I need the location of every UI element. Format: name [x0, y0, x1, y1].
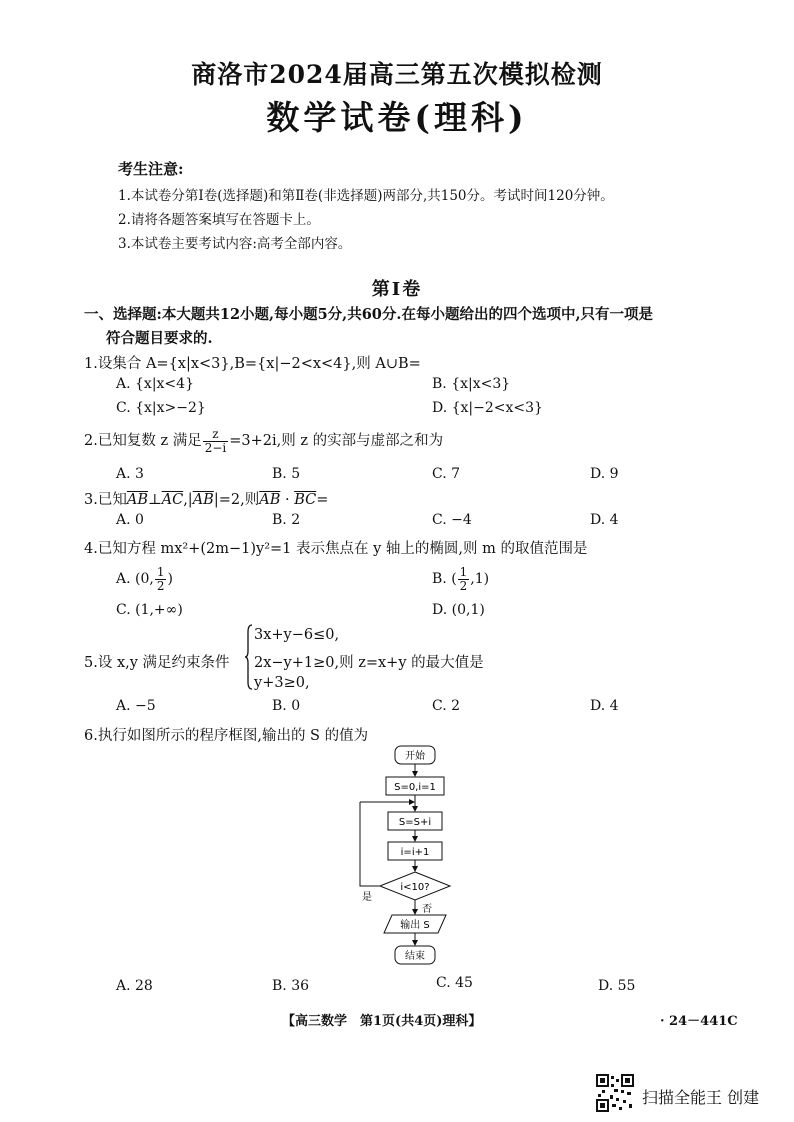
q3-dot: · [280, 492, 295, 508]
q1-option-b: B. {x|x<3} [432, 376, 511, 392]
q4-b-num: 1 [459, 565, 468, 579]
q2-frac-num: z [203, 428, 229, 442]
q1-option-c: C. {x|x>−2} [116, 400, 206, 416]
flow-step1-label: S=S+i [398, 817, 432, 828]
q2-stem-pre: 2.已知复数 z 满足 [84, 433, 202, 450]
q3-vector-bc: $\overline{BC}$ [294, 492, 317, 508]
q2-stem [84, 428, 443, 454]
q3-perp: ⊥ [147, 492, 162, 508]
q5-constraint-3: y+3≥0, [254, 675, 310, 691]
q4-b-den: 2 [459, 578, 468, 593]
q4-a-den: 2 [156, 578, 165, 593]
q3-option-a: A. 0 [116, 512, 144, 528]
paper-code: · 24－441C [660, 1014, 738, 1029]
flow-end-label: 结束 [405, 951, 425, 962]
q4-a-pre: A. (0, [116, 571, 154, 588]
q3-vector-ab-2: $\overline{AB}$ [192, 492, 214, 508]
q2-frac-den: 2−i [204, 440, 227, 455]
q5-option-a: A. −5 [116, 698, 156, 714]
flow-decision-label: i<10? [400, 882, 430, 893]
q4-b-post: ,1) [470, 571, 490, 588]
q3-mid2: |=2,则 [213, 492, 260, 508]
q5-option-d: D. 4 [590, 698, 619, 714]
exam-title-line2: 数学试卷(理科) [266, 98, 528, 137]
section-instruction-2: 符合题目要求的. [106, 330, 213, 347]
q3-pre: 3.已知 [84, 492, 127, 508]
q4-b-fraction [458, 566, 470, 592]
q4-option-a [116, 566, 173, 592]
q5-option-b: B. 0 [272, 698, 301, 714]
q6-option-d: D. 55 [598, 978, 636, 994]
q6-option-c: C. 45 [436, 975, 473, 991]
q3-post: = [316, 492, 329, 508]
q3-stem [84, 488, 328, 509]
flow-step2-label: i=i+1 [400, 847, 430, 858]
q3-vector-ab: $\overline{AB}$ [126, 492, 148, 508]
q4-stem: 4.已知方程 mx²+(2m−1)y²=1 表示焦点在 y 轴上的椭圆,则 m 的取值范围是 [84, 541, 588, 557]
section-title: 第Ⅰ卷 [371, 279, 423, 300]
q5-constraint-2: 2x−y+1≥0,则 z=x+y 的最大值是 [254, 655, 484, 671]
q5-constraint-1: 3x+y−6≤0, [254, 627, 340, 643]
q5-stem-pre: 5.设 x,y 满足约束条件 [84, 655, 230, 671]
section-instruction-1: 一、选择题:本大题共12小题,每小题5分,共60分.在每小题给出的四个选项中,只有一项是 [84, 306, 653, 323]
q1-option-d: D. {x|−2<x<3} [432, 400, 543, 416]
q2-option-b: B. 5 [272, 466, 301, 482]
q1-option-a: A. {x|x<4} [116, 376, 194, 392]
q4-a-post: ) [167, 571, 173, 588]
q2-option-c: C. 7 [432, 466, 461, 482]
q4-a-num: 1 [156, 565, 165, 579]
q5-option-c: C. 2 [432, 698, 461, 714]
exam-title-line1: 商洛市2024届高三第五次模拟检测 [191, 60, 603, 89]
q3-vector-ab-3: $\overline{AB}$ [259, 492, 281, 508]
q4-b-pre: B. ( [432, 571, 457, 588]
q2-stem-post: =3+2i,则 z 的实部与虚部之和为 [229, 433, 444, 450]
q6-option-b: B. 36 [272, 978, 310, 994]
flow-init-label: S=0,i=1 [394, 782, 436, 793]
q3-vector-ac: $\overline{AC}$ [161, 492, 184, 508]
notice-item-3: 3.本试卷主要考试内容:高考全部内容。 [118, 236, 352, 252]
flow-yes-label: 是 [362, 892, 372, 903]
scanner-watermark-text: 扫描全能王 创建 [642, 1088, 760, 1107]
q2-fraction [203, 428, 229, 454]
q1-stem: 1.设集合 A={x|x<3},B={x|−2<x<4},则 A∪B= [84, 356, 421, 372]
flow-no-label: 否 [422, 904, 432, 915]
q2-option-a: A. 3 [116, 466, 144, 482]
q4-option-b [432, 566, 489, 592]
q6-stem: 6.执行如图所示的程序框图,输出的 S 的值为 [84, 728, 369, 744]
q3-option-d: D. 4 [590, 512, 619, 528]
q3-option-b: B. 2 [272, 512, 301, 528]
q6-flowchart [340, 742, 480, 972]
q5-left-brace [245, 624, 253, 690]
flow-output-label: 输出 S [400, 920, 430, 931]
q3-option-c: C. −4 [432, 512, 472, 528]
notice-item-2: 2.请将各题答案填写在答题卡上。 [118, 212, 320, 228]
q3-mid1: ,| [183, 492, 193, 508]
q6-option-a: A. 28 [116, 978, 153, 994]
q2-option-d: D. 9 [590, 466, 619, 482]
q4-option-d: D. (0,1) [432, 602, 485, 618]
notice-heading: 考生注意: [118, 160, 184, 178]
q4-option-c: C. (1,+∞) [116, 602, 183, 618]
q4-a-fraction [155, 566, 167, 592]
page-footer: 【高三数学 第1页(共4页)理科】 [282, 1014, 482, 1029]
qr-code-icon [596, 1074, 634, 1112]
notice-item-1: 1.本试卷分第Ⅰ卷(选择题)和第Ⅱ卷(非选择题)两部分,共150分。考试时间120分钟。 [118, 188, 614, 204]
flow-start-label: 开始 [405, 751, 425, 762]
